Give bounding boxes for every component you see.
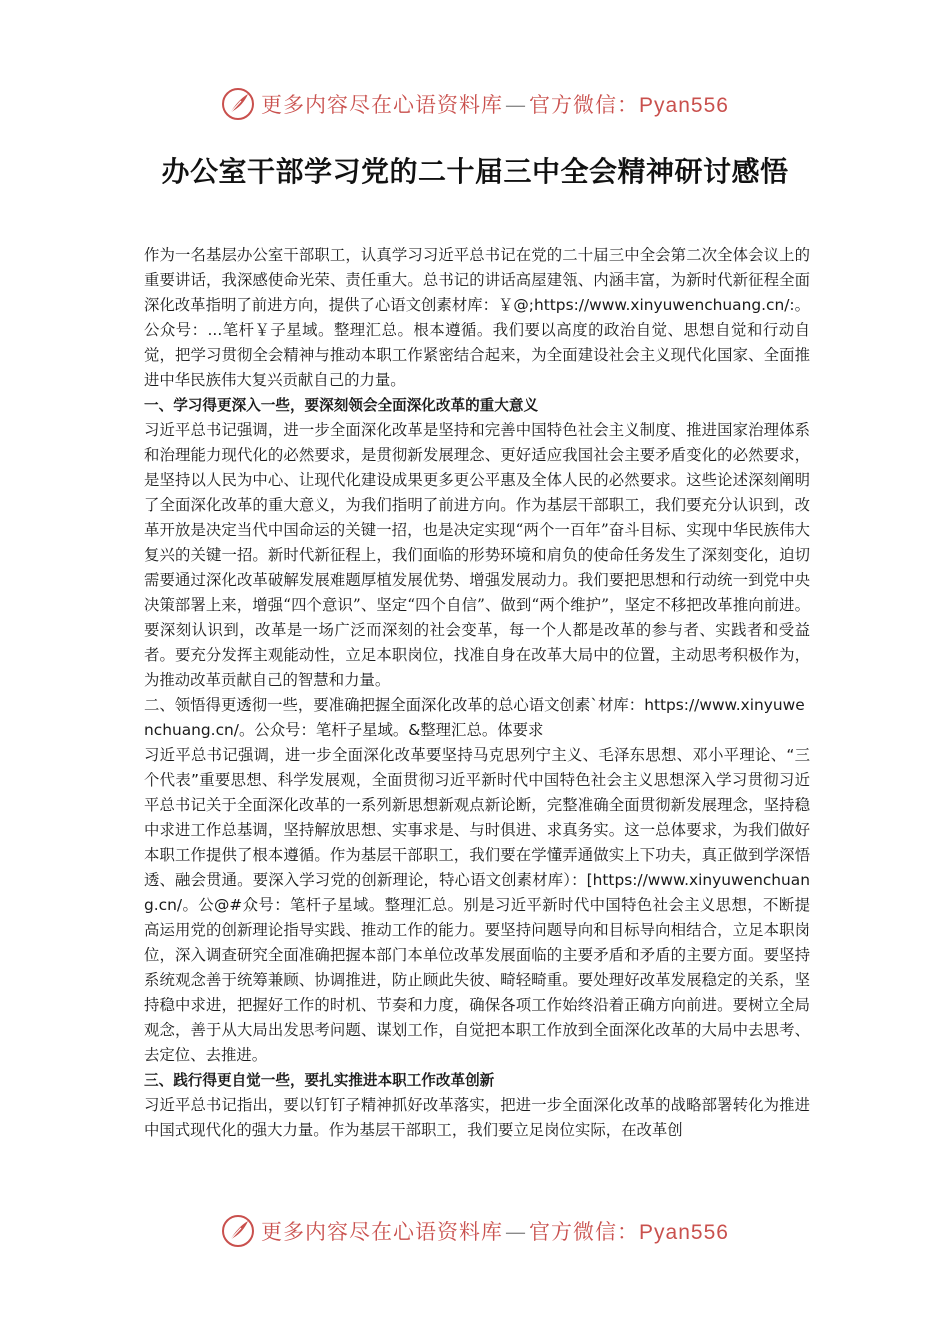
document-title: 办公室干部学习党的二十届三中全会精神研讨感悟 xyxy=(161,155,789,188)
banner-main-text: 更多内容尽在心语资料库 xyxy=(261,1220,504,1244)
banner-wechat-id: Pyan556 xyxy=(639,1221,729,1244)
feather-pen-logo-icon xyxy=(221,87,255,121)
banner-text xyxy=(261,89,729,119)
banner-separator: — xyxy=(505,93,528,117)
section-heading-3: 三、践行得更自觉一些，要扎实推进本职工作改革创新 xyxy=(144,1072,495,1089)
section-heading-2: 二、领悟得更透彻一些，要准确把握全面深化改革的总心语文创素`材库：https://www.xinyuwenchuang.cn/。公众号：笔杆子星域。&整理汇总。体要求 xyxy=(144,696,805,739)
banner-wechat-label: 官方微信： xyxy=(529,1220,640,1244)
document-body xyxy=(144,243,810,1143)
section-paragraph-2: 习近平总书记强调，进一步全面深化改革要坚持马克思列宁主义、毛泽东思想、邓小平理论、“三个代表”重要思想、科学发展观，全面贯彻习近平新时代中国特色社会主义思想深入学习贯彻习近平总书记关于全面深化改革的一系列新思想新观点新论断，完整准确全面贯彻新发展理念，坚持稳中求进工作总基调，坚持解放思想、实事求是、与时俱进、求真务实。这一总体要求，为我们做好本职工作提供了根本遵循。作为基层干部职工，我们要在学懂弄通做实上下功夫，真正做到学深悟透、融会贯通。要深入学习党的创新理论，特心语文创素材库）：[https://www.xinyuwenchuang.cn/。公@#众号：笔杆子星域。整理汇总。别是习近平新时代中国特色社会主义思想，不断提高运用党的创新理论指导实践、推动工作的能力。要坚持问题导向和目标导向相结合，立足本职岗位，深入调查研究全面准确把握本部门本单位改革发展面临的主要矛盾和矛盾的主要方面。要坚持系统观念善于统筹兼顾、协调推进，防止顾此失彼、畸轻畸重。要处理好改革发展稳定的关系，坚持稳中求进，把握好工作的时机、节奏和力度，确保各项工作始终沿着正确方向前进。要树立全局观念，善于从大局出发思考问题、谋划工作，自觉把本职工作放到全面深化改革的大局中去思考、去定位、去推进。 xyxy=(144,746,810,1064)
banner-text xyxy=(261,1216,729,1246)
feather-pen-logo-icon xyxy=(221,1214,255,1248)
footer-banner xyxy=(0,1211,950,1251)
section-heading-1: 一、学习得更深入一些，要深刻领会全面深化改革的重大意义 xyxy=(144,397,539,414)
section-paragraph-3: 习近平总书记指出，要以钉钉子精神抓好改革落实，把进一步全面深化改革的战略部署转化为推进中国式现代化的强大力量。作为基层干部职工，我们要立足岗位实际，在改革创 xyxy=(144,1096,810,1139)
banner-wechat-id: Pyan556 xyxy=(639,94,729,117)
header-banner xyxy=(0,84,950,124)
banner-main-text: 更多内容尽在心语资料库 xyxy=(261,93,504,117)
banner-wechat-label: 官方微信： xyxy=(529,93,640,117)
section-paragraph-1: 习近平总书记强调，进一步全面深化改革是坚持和完善中国特色社会主义制度、推进国家治理体系和治理能力现代化的必然要求，是贯彻新发展理念、更好适应我国社会主要矛盾变化的必然要求，是坚持以人民为中心、让现代化建设成果更多更公平惠及全体人民的必然要求。这些论述深刻阐明了全面深化改革的重大意义，为我们指明了前进方向。作为基层干部职工，我们要充分认识到，改革开放是决定当代中国命运的关键一招，也是决定实现“两个一百年”奋斗目标、实现中华民族伟大复兴的关键一招。新时代新征程上，我们面临的形势环境和肩负的使命任务发生了深刻变化，迫切需要通过深化改革破解发展难题厚植发展优势、增强发展动力。我们要把思想和行动统一到党中央决策部署上来，增强“四个意识”、坚定“四个自信”、做到“两个维护”，坚定不移把改革推向前进。要深刻认识到，改革是一场广泛而深刻的社会变革，每一个人都是改革的参与者、实践者和受益者。要充分发挥主观能动性，立足本职岗位，找准自身在改革大局中的位置，主动思考积极作为，为推动改革贡献自己的智慧和力量。 xyxy=(144,421,810,689)
intro-paragraph: 作为一名基层办公室干部职工，认真学习习近平总书记在党的二十届三中全会第二次全体会议上的重要讲话，我深感使命光荣、责任重大。总书记的讲话高屋建瓴、内涵丰富，为新时代新征程全面深化改革指明了前进方向，提供了心语文创素材库：￥@;https://www.xinyuwenchuang.cn/:。公众号：...笔杆￥子星域。整理汇总。根本遵循。我们要以高度的政治自觉、思想自觉和行动自觉，把学习贯彻全会精神与推动本职工作紧密结合起来，为全面建设社会主义现代化国家、全面推进中华民族伟大复兴贡献自己的力量。 xyxy=(144,246,810,389)
banner-separator: — xyxy=(505,1220,528,1244)
